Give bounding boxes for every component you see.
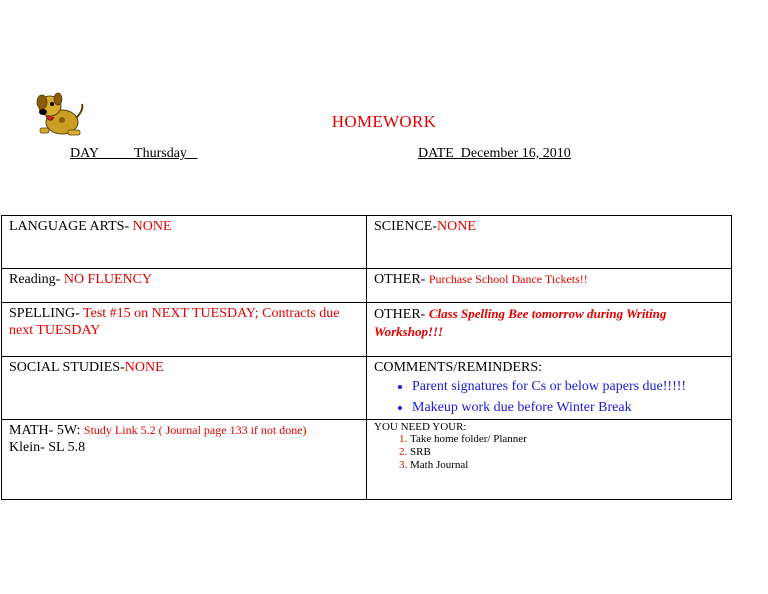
list-item: • Makeup work due before Winter Break <box>412 398 725 417</box>
table-row <box>2 216 732 269</box>
language-arts-value: NONE <box>132 219 172 234</box>
reading-label: Reading- <box>9 272 61 287</box>
other-label-2: OTHER- <box>374 307 426 322</box>
page-title: HOMEWORK <box>331 112 437 131</box>
list-item: 3. Math Journal <box>410 459 725 472</box>
day-field <box>70 146 197 162</box>
day-label: DAY <box>70 146 100 161</box>
social-studies-value: NONE <box>124 360 164 375</box>
spelling-value: Test #15 on NEXT TUESDAY; Contracts due next TUESDAY <box>9 306 340 338</box>
table-row <box>2 420 732 500</box>
table-row <box>2 269 732 303</box>
other-label-1: OTHER- <box>374 272 426 287</box>
table-row <box>2 303 732 357</box>
table-row <box>2 357 732 420</box>
list-item: • Parent signatures for Cs or below papers due!!!!! <box>412 377 725 396</box>
reading-value: NO FLUENCY <box>63 272 153 287</box>
spelling-label: SPELLING- <box>9 306 80 321</box>
date-field <box>418 146 571 162</box>
math-value: Study Link 5.2 ( Journal page 133 if not done) <box>83 423 307 437</box>
social-studies-label: SOCIAL STUDIES- <box>9 360 125 375</box>
math-cell <box>2 420 367 500</box>
you-need-list <box>374 433 725 472</box>
other-cell-1 <box>367 269 732 303</box>
list-item: 1. Take home folder/ Planner <box>410 433 725 446</box>
comments-cell <box>367 357 732 420</box>
other-value-1: Purchase School Dance Tickets!! <box>428 272 588 286</box>
you-need-cell <box>367 420 732 500</box>
science-value: NONE <box>437 219 476 234</box>
you-need-label: YOU NEED YOUR: <box>374 421 467 433</box>
science-label: SCIENCE- <box>374 219 437 234</box>
list-item: 2. SRB <box>410 446 725 459</box>
language-arts-cell <box>2 216 367 269</box>
day-value: Thursday <box>134 146 187 161</box>
date-label: DATE <box>418 146 454 161</box>
other-value-2: Class Spelling Bee tomorrow during Writing Workshop!!! <box>374 306 667 339</box>
social-studies-cell <box>2 357 367 420</box>
science-cell <box>367 216 732 269</box>
other-cell-2 <box>367 303 732 357</box>
comments-label: COMMENTS/REMINDERS: <box>374 360 543 375</box>
math-label: MATH- 5W: <box>9 423 81 438</box>
comments-list <box>374 377 725 417</box>
homework-table <box>1 215 732 500</box>
spelling-cell <box>2 303 367 357</box>
language-arts-label: LANGUAGE ARTS- <box>9 219 130 234</box>
reading-cell <box>2 269 367 303</box>
date-value: December 16, 2010 <box>460 146 571 161</box>
math-line2: Klein- SL 5.8 <box>9 440 86 455</box>
